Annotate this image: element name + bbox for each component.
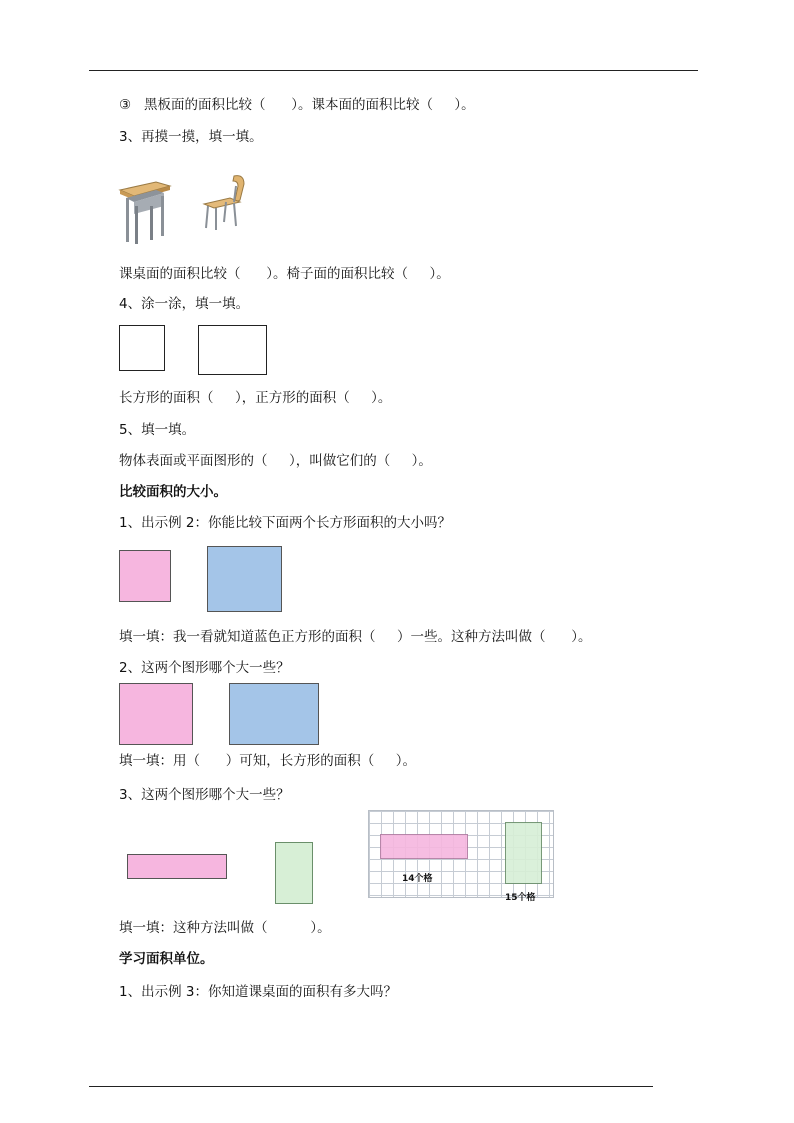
grid-green-rectangle [505,822,542,884]
question-definition: 物体表面或平面图形的（ ），叫做它们的（ ）。 [119,453,432,469]
question-2-which-bigger: 2、这两个图形哪个大一些？ [119,660,290,676]
question-5-heading: 5、填一填。 [119,422,196,438]
pink-square [119,550,171,602]
example-3-prompt: 1、出示例 3：你知道课桌面的面积有多大吗？ [119,984,397,1000]
question-desk-chair: 课桌面的面积比较（ ）。椅子面的面积比较（ ）。 [119,266,450,282]
green-tall-rectangle [275,842,313,904]
pink-shape [119,683,193,745]
question-blackboard-textbook: ③ 黑板面的面积比较（ ）。课本面的面积比较（ ）。 [119,97,475,113]
chair-icon [200,172,248,232]
blue-square [207,546,282,612]
green-count-label: 15个格 [505,893,536,903]
pink-count-label: 14个格 [402,874,433,884]
desk-icon [116,176,174,244]
blue-rectangle [229,683,319,745]
outline-square [119,325,165,371]
footer-rule [89,1086,653,1087]
section-heading-units: 学习面积单位。 [119,951,214,967]
question-4-heading: 4、涂一涂，填一填。 [119,296,250,312]
fill-method-name: 填一填：这种方法叫做（ ）。 [119,920,331,936]
fill-overlap: 填一填：用（ ）可知，长方形的面积（ ）。 [119,753,416,769]
outline-rectangle [198,325,267,375]
question-rect-square-area: 长方形的面积（ ），正方形的面积（ ）。 [119,390,392,406]
header-rule [89,70,698,71]
question-3-which-bigger: 3、这两个图形哪个大一些？ [119,787,290,803]
grid-pink-rectangle [380,834,468,859]
fill-observation: 填一填：我一看就知道蓝色正方形的面积（ ）一些。这种方法叫做（ ）。 [119,629,592,645]
pink-long-rectangle [127,854,227,879]
question-3-heading: 3、再摸一摸，填一填。 [119,129,263,145]
example-2-prompt: 1、出示例 2：你能比较下面两个长方形面积的大小吗？ [119,515,451,531]
section-heading-compare: 比较面积的大小。 [119,484,227,500]
